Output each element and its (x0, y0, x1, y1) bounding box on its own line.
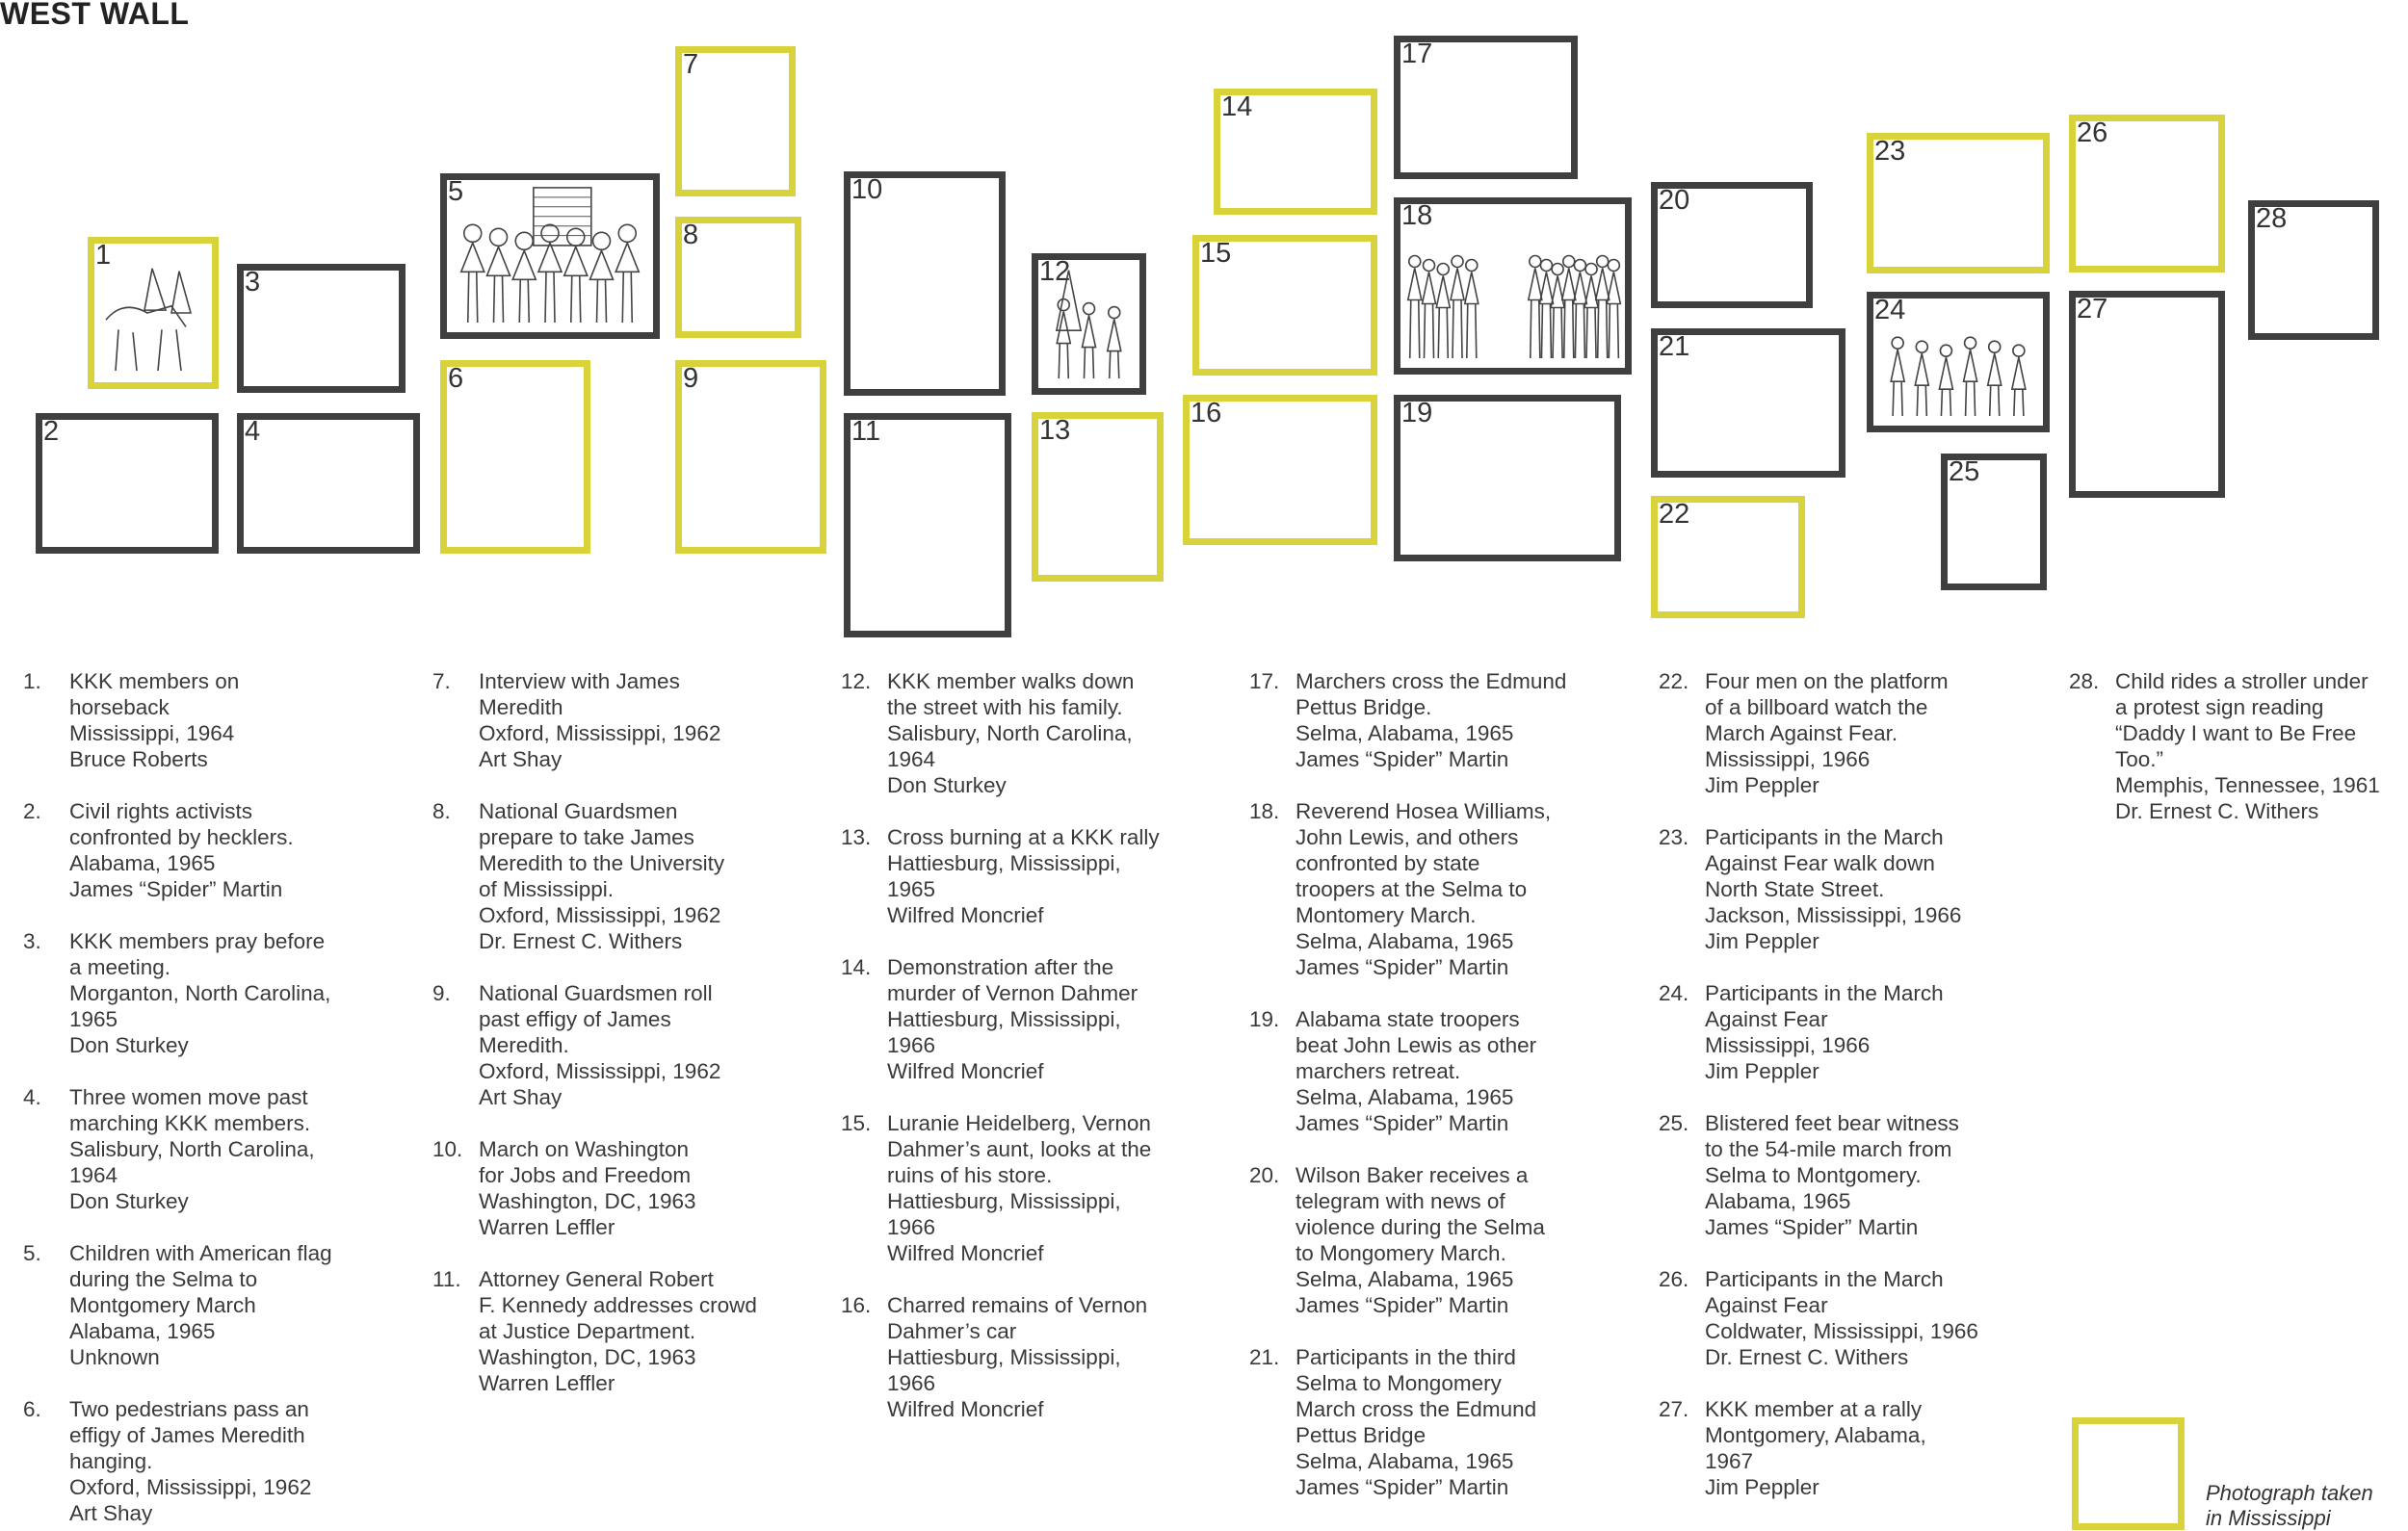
photo-sketch (1038, 256, 1139, 388)
photo-frame-21 (1651, 328, 1845, 478)
caption-line: Alabama, 1965 (69, 851, 216, 875)
photo-frame-18 (1394, 197, 1632, 375)
caption-line: Two pedestrians pass an (69, 1397, 309, 1421)
caption-line: Alabama state troopers (1296, 1007, 1520, 1031)
caption-line: past effigy of James (479, 1007, 671, 1031)
caption-line: Jim Peppler (1705, 773, 1819, 797)
caption-line: marchers retreat. (1296, 1059, 1461, 1083)
caption-line: Three women move past (69, 1085, 308, 1109)
caption-line: Selma to Montgomery. (1705, 1163, 1922, 1187)
photo-frame-24 (1867, 292, 2050, 432)
caption-line: Participants in the March (1705, 981, 1944, 1005)
photo-frame-12 (1032, 253, 1146, 395)
caption-number: 28. (2069, 669, 2100, 693)
frame-number: 13 (1039, 415, 1071, 446)
photo-frame-10 (844, 171, 1006, 396)
caption-line: Jim Peppler (1705, 1059, 1819, 1083)
caption-line: Too.” (2115, 747, 2164, 771)
caption-line: John Lewis, and others (1296, 825, 1519, 849)
caption-line: to the 54-mile march from (1705, 1137, 1952, 1161)
caption-number: 18. (1249, 799, 1280, 823)
photo-sketch (1873, 295, 2043, 426)
caption-number: 17. (1249, 669, 1280, 693)
caption-line: Civil rights activists (69, 799, 253, 823)
caption-text (1659, 1396, 1978, 1500)
caption-column-6 (2069, 668, 2380, 824)
caption-item (432, 668, 757, 772)
caption-line: Dahmer’s car (887, 1319, 1017, 1343)
photo-frame-25 (1941, 454, 2047, 590)
photo-frame-14 (1214, 89, 1377, 215)
caption-text (432, 798, 757, 954)
caption-number: 14. (841, 955, 872, 979)
caption-line: Selma, Alabama, 1965 (1296, 1085, 1514, 1109)
caption-line: Meredith (479, 695, 563, 719)
caption-item (1249, 668, 1566, 772)
frame-number: 23 (1874, 136, 1906, 167)
caption-number: 25. (1659, 1111, 1689, 1135)
caption-number: 26. (1659, 1267, 1689, 1291)
caption-text (23, 798, 332, 902)
caption-line: Participants in the March (1705, 1267, 1944, 1291)
caption-item (2069, 668, 2380, 824)
caption-line: Participants in the March (1705, 825, 1944, 849)
photo-frame-13 (1032, 412, 1164, 582)
caption-line: KKK members pray before (69, 929, 326, 953)
caption-line: Coldwater, Mississippi, 1966 (1705, 1319, 1978, 1343)
caption-line: KKK members on (69, 669, 240, 693)
photo-frame-28 (2248, 200, 2379, 340)
caption-line: telegram with news of (1296, 1189, 1505, 1213)
caption-line: KKK member at a rally (1705, 1397, 1923, 1421)
caption-line: Demonstration after the (887, 955, 1114, 979)
legend-swatch (2072, 1417, 2185, 1530)
wall-title: WEST WALL (0, 0, 190, 31)
caption-line: Cross burning at a KKK rally (887, 825, 1160, 849)
caption-text (23, 668, 332, 772)
caption-number: 15. (841, 1111, 872, 1135)
caption-line: James “Spider” Martin (69, 877, 283, 901)
caption-line: James “Spider” Martin (1296, 955, 1509, 979)
caption-line: North State Street. (1705, 877, 1885, 901)
caption-line: James “Spider” Martin (1296, 1475, 1509, 1499)
caption-line: Mississippi, 1964 (69, 721, 235, 745)
photo-sketch (447, 176, 653, 332)
caption-text (23, 1240, 332, 1370)
caption-line: hanging. (69, 1449, 153, 1473)
caption-line: for Jobs and Freedom (479, 1163, 692, 1187)
caption-line: Against Fear (1705, 1293, 1828, 1317)
caption-line: horseback (69, 695, 170, 719)
photo-frame-3 (237, 264, 406, 393)
caption-text (432, 1136, 757, 1240)
caption-line: confronted by state (1296, 851, 1480, 875)
caption-line: 1965 (887, 877, 936, 901)
caption-number: 11. (432, 1267, 461, 1291)
caption-number: 5. (23, 1241, 41, 1265)
caption-line: Against Fear walk down (1705, 851, 1935, 875)
caption-line: Washington, DC, 1963 (479, 1189, 696, 1213)
caption-line: Mississippi, 1966 (1705, 747, 1871, 771)
caption-line: 1967 (1705, 1449, 1754, 1473)
photo-frame-7 (675, 46, 796, 196)
photo-frame-9 (675, 360, 826, 554)
photo-frame-19 (1394, 395, 1621, 561)
frame-number: 1 (95, 240, 112, 271)
caption-number: 9. (432, 981, 451, 1005)
caption-line: beat John Lewis as other (1296, 1033, 1537, 1057)
photo-frame-26 (2069, 115, 2225, 272)
caption-item (23, 798, 332, 902)
caption-line: Wilson Baker receives a (1296, 1163, 1529, 1187)
photo-frame-20 (1651, 182, 1813, 308)
caption-item (1659, 824, 1978, 954)
frame-number: 20 (1659, 185, 1690, 216)
caption-item (1249, 1344, 1566, 1500)
photo-frame-23 (1867, 133, 2050, 273)
frame-number: 24 (1874, 295, 1906, 325)
caption-number: 13. (841, 825, 872, 849)
caption-line: the street with his family. (887, 695, 1123, 719)
caption-line: Dr. Ernest C. Withers (479, 929, 683, 953)
frame-number: 6 (448, 363, 464, 394)
caption-line: Wilfred Moncrief (887, 1241, 1044, 1265)
caption-item (1659, 980, 1978, 1084)
frame-number: 17 (1401, 39, 1433, 69)
caption-number: 12. (841, 669, 872, 693)
caption-line: Montomery March. (1296, 903, 1477, 927)
caption-line: 1966 (887, 1033, 936, 1057)
caption-item (432, 798, 757, 954)
photo-frame-6 (440, 360, 590, 554)
caption-item (841, 824, 1160, 928)
caption-line: to Mongomery March. (1296, 1241, 1506, 1265)
caption-line: Art Shay (479, 1085, 563, 1109)
caption-line: March Against Fear. (1705, 721, 1898, 745)
caption-item (1249, 1162, 1566, 1318)
legend-line: in Mississippi (2206, 1506, 2331, 1530)
frame-number: 14 (1221, 91, 1253, 122)
caption-number: 1. (23, 669, 41, 693)
caption-item (841, 1292, 1160, 1422)
photo-frame-16 (1183, 395, 1377, 545)
caption-line: Four men on the platform (1705, 669, 1949, 693)
caption-text (432, 668, 757, 772)
caption-line: of a billboard watch the (1705, 695, 1928, 719)
caption-item (1249, 1006, 1566, 1136)
caption-text (1659, 980, 1978, 1084)
caption-line: F. Kennedy addresses crowd (479, 1293, 757, 1317)
caption-line: ruins of his store. (887, 1163, 1053, 1187)
caption-line: James “Spider” Martin (1296, 1293, 1509, 1317)
caption-line: Reverend Hosea Williams, (1296, 799, 1552, 823)
caption-line: Alabama, 1965 (1705, 1189, 1851, 1213)
caption-number: 20. (1249, 1163, 1280, 1187)
caption-text (1659, 824, 1978, 954)
caption-text (1659, 1110, 1978, 1240)
photo-frame-22 (1651, 496, 1805, 618)
caption-line: effigy of James Meredith (69, 1423, 305, 1447)
caption-text (23, 1084, 332, 1214)
frame-number: 15 (1200, 238, 1232, 269)
caption-line: Hattiesburg, Mississippi, (887, 1189, 1121, 1213)
caption-line: Pettus Bridge (1296, 1423, 1426, 1447)
caption-line: violence during the Selma (1296, 1215, 1545, 1239)
caption-number: 4. (23, 1085, 41, 1109)
caption-line: Against Fear (1705, 1007, 1828, 1031)
caption-line: 1966 (887, 1371, 936, 1395)
photo-frame-27 (2069, 291, 2225, 498)
caption-number: 2. (23, 799, 41, 823)
caption-column-1 (23, 668, 332, 1526)
caption-line: Don Sturkey (69, 1189, 189, 1213)
frame-number: 7 (683, 49, 699, 80)
frame-number: 9 (683, 363, 699, 394)
caption-line: Oxford, Mississippi, 1962 (69, 1475, 312, 1499)
caption-line: 1966 (887, 1215, 936, 1239)
caption-number: 6. (23, 1397, 41, 1421)
frame-number: 11 (851, 416, 881, 447)
caption-line: Oxford, Mississippi, 1962 (479, 1059, 721, 1083)
caption-text (2069, 668, 2380, 824)
photo-frame-1 (88, 237, 219, 389)
caption-item (1659, 1110, 1978, 1240)
caption-text (1659, 1266, 1978, 1370)
caption-line: troopers at the Selma to (1296, 877, 1528, 901)
caption-line: Jim Peppler (1705, 929, 1819, 953)
caption-line: Luranie Heidelberg, Vernon (887, 1111, 1151, 1135)
frame-number: 10 (851, 174, 883, 205)
caption-line: during the Selma to (69, 1267, 258, 1291)
caption-line: James “Spider” Martin (1296, 747, 1509, 771)
caption-item (841, 668, 1160, 798)
caption-line: Oxford, Mississippi, 1962 (479, 721, 721, 745)
frame-number: 25 (1949, 456, 1980, 487)
caption-number: 8. (432, 799, 451, 823)
caption-text (1249, 1006, 1566, 1136)
frame-number: 19 (1401, 398, 1433, 428)
caption-line: Jim Peppler (1705, 1475, 1819, 1499)
caption-line: “Daddy I want to Be Free (2115, 721, 2357, 745)
caption-line: March cross the Edmund (1296, 1397, 1537, 1421)
caption-item (23, 668, 332, 772)
caption-number: 3. (23, 929, 41, 953)
frame-number: 4 (245, 416, 261, 447)
caption-line: Morganton, North Carolina, (69, 981, 331, 1005)
caption-line: National Guardsmen roll (479, 981, 713, 1005)
caption-item (23, 1396, 332, 1526)
caption-text (841, 668, 1160, 798)
caption-item (1659, 1266, 1978, 1370)
caption-line: murder of Vernon Dahmer (887, 981, 1139, 1005)
caption-number: 10. (432, 1137, 463, 1161)
photo-frame-5 (440, 173, 660, 339)
caption-item (1659, 1396, 1978, 1500)
caption-line: Bruce Roberts (69, 747, 208, 771)
caption-item (1249, 798, 1566, 980)
caption-line: 1964 (887, 747, 936, 771)
caption-text (1249, 1162, 1566, 1318)
caption-line: Don Sturkey (69, 1033, 189, 1057)
caption-line: Selma, Alabama, 1965 (1296, 1449, 1514, 1473)
caption-item (432, 980, 757, 1110)
caption-item (841, 954, 1160, 1084)
photo-frame-17 (1394, 36, 1578, 179)
caption-line: Jackson, Mississippi, 1966 (1705, 903, 1962, 927)
photo-frame-4 (237, 413, 420, 554)
caption-number: 23. (1659, 825, 1689, 849)
caption-line: Marchers cross the Edmund (1296, 669, 1567, 693)
caption-line: James “Spider” Martin (1296, 1111, 1509, 1135)
caption-line: KKK member walks down (887, 669, 1135, 693)
frame-number: 21 (1659, 331, 1690, 362)
caption-line: Dr. Ernest C. Withers (2115, 799, 2319, 823)
caption-line: Wilfred Moncrief (887, 903, 1044, 927)
caption-line: Mississippi, 1966 (1705, 1033, 1871, 1057)
caption-line: Meredith. (479, 1033, 569, 1057)
caption-item (23, 1240, 332, 1370)
frame-number: 3 (245, 267, 261, 298)
caption-line: Attorney General Robert (479, 1267, 714, 1291)
frame-number: 26 (2077, 117, 2108, 148)
caption-line: of Mississippi. (479, 877, 615, 901)
caption-line: Interview with James (479, 669, 680, 693)
caption-item (23, 928, 332, 1058)
caption-line: a protest sign reading (2115, 695, 2324, 719)
caption-text (23, 1396, 332, 1526)
caption-item (841, 1110, 1160, 1266)
frame-number: 2 (43, 416, 60, 447)
caption-line: Montgomery, Alabama, (1705, 1423, 1926, 1447)
caption-line: Unknown (69, 1345, 160, 1369)
caption-line: Wilfred Moncrief (887, 1397, 1044, 1421)
caption-line: Warren Leffler (479, 1215, 615, 1239)
photo-sketch (1400, 200, 1625, 368)
caption-item (432, 1136, 757, 1240)
caption-line: Don Sturkey (887, 773, 1007, 797)
caption-line: National Guardsmen (479, 799, 678, 823)
caption-line: Pettus Bridge. (1296, 695, 1432, 719)
caption-line: Hattiesburg, Mississippi, (887, 1007, 1121, 1031)
caption-line: Montgomery March (69, 1293, 256, 1317)
caption-line: 1965 (69, 1007, 118, 1031)
caption-line: at Justice Department. (479, 1319, 696, 1343)
caption-line: Hattiesburg, Mississippi, (887, 1345, 1121, 1369)
caption-column-2 (432, 668, 757, 1396)
caption-line: a meeting. (69, 955, 171, 979)
caption-line: confronted by hecklers. (69, 825, 294, 849)
caption-line: James “Spider” Martin (1705, 1215, 1919, 1239)
caption-line: Selma to Mongomery (1296, 1371, 1502, 1395)
caption-number: 21. (1249, 1345, 1280, 1369)
caption-line: Participants in the third (1296, 1345, 1516, 1369)
caption-line: Washington, DC, 1963 (479, 1345, 696, 1369)
caption-line: Alabama, 1965 (69, 1319, 216, 1343)
caption-line: Selma, Alabama, 1965 (1296, 1267, 1514, 1291)
caption-text (1249, 668, 1566, 772)
caption-number: 16. (841, 1293, 872, 1317)
photo-sketch (94, 240, 212, 382)
caption-line: Salisbury, North Carolina, (69, 1137, 315, 1161)
caption-line: Selma, Alabama, 1965 (1296, 721, 1514, 745)
caption-line: Hattiesburg, Mississippi, (887, 851, 1121, 875)
caption-item (23, 1084, 332, 1214)
caption-item (432, 1266, 757, 1396)
frame-number: 27 (2077, 294, 2108, 324)
caption-line: Memphis, Tennessee, 1961 (2115, 773, 2380, 797)
caption-text (841, 1110, 1160, 1266)
caption-line: Meredith to the University (479, 851, 725, 875)
caption-line: Warren Leffler (479, 1371, 615, 1395)
frame-number: 18 (1401, 200, 1433, 231)
caption-line: Wilfred Moncrief (887, 1059, 1044, 1083)
frame-number: 16 (1191, 398, 1222, 428)
legend-label (2206, 1481, 2373, 1531)
caption-line: Oxford, Mississippi, 1962 (479, 903, 721, 927)
caption-text (432, 1266, 757, 1396)
caption-line: Child rides a stroller under (2115, 669, 2369, 693)
caption-line: Blistered feet bear witness (1705, 1111, 1959, 1135)
frame-number: 5 (448, 176, 464, 207)
caption-text (841, 1292, 1160, 1422)
frame-number: 8 (683, 220, 699, 250)
caption-line: prepare to take James (479, 825, 694, 849)
caption-text (1659, 668, 1978, 798)
photo-frame-15 (1192, 235, 1377, 376)
caption-number: 22. (1659, 669, 1689, 693)
frame-number: 12 (1039, 256, 1071, 287)
caption-number: 27. (1659, 1397, 1689, 1421)
caption-line: Salisbury, North Carolina, (887, 721, 1133, 745)
caption-text (1249, 1344, 1566, 1500)
photo-frame-11 (844, 413, 1011, 637)
caption-text (23, 928, 332, 1058)
caption-line: Dr. Ernest C. Withers (1705, 1345, 1909, 1369)
caption-number: 19. (1249, 1007, 1280, 1031)
caption-line: Art Shay (479, 747, 563, 771)
caption-text (1249, 798, 1566, 980)
caption-line: Children with American flag (69, 1241, 332, 1265)
caption-line: Selma, Alabama, 1965 (1296, 929, 1514, 953)
caption-line: marching KKK members. (69, 1111, 311, 1135)
caption-line: Dahmer’s aunt, looks at the (887, 1137, 1152, 1161)
caption-text (841, 824, 1160, 928)
caption-column-3 (841, 668, 1160, 1422)
caption-line: Art Shay (69, 1501, 153, 1525)
caption-column-4 (1249, 668, 1566, 1500)
caption-line: Charred remains of Vernon (887, 1293, 1148, 1317)
photo-frame-2 (36, 413, 219, 554)
caption-column-5 (1659, 668, 1978, 1500)
caption-text (841, 954, 1160, 1084)
legend-line: Photograph taken (2206, 1481, 2373, 1505)
caption-number: 7. (432, 669, 451, 693)
frame-number: 28 (2256, 203, 2288, 234)
caption-line: 1964 (69, 1163, 118, 1187)
caption-number: 24. (1659, 981, 1689, 1005)
caption-text (432, 980, 757, 1110)
frame-number: 22 (1659, 499, 1690, 530)
caption-item (1659, 668, 1978, 798)
photo-frame-8 (675, 217, 801, 338)
caption-line: March on Washington (479, 1137, 690, 1161)
